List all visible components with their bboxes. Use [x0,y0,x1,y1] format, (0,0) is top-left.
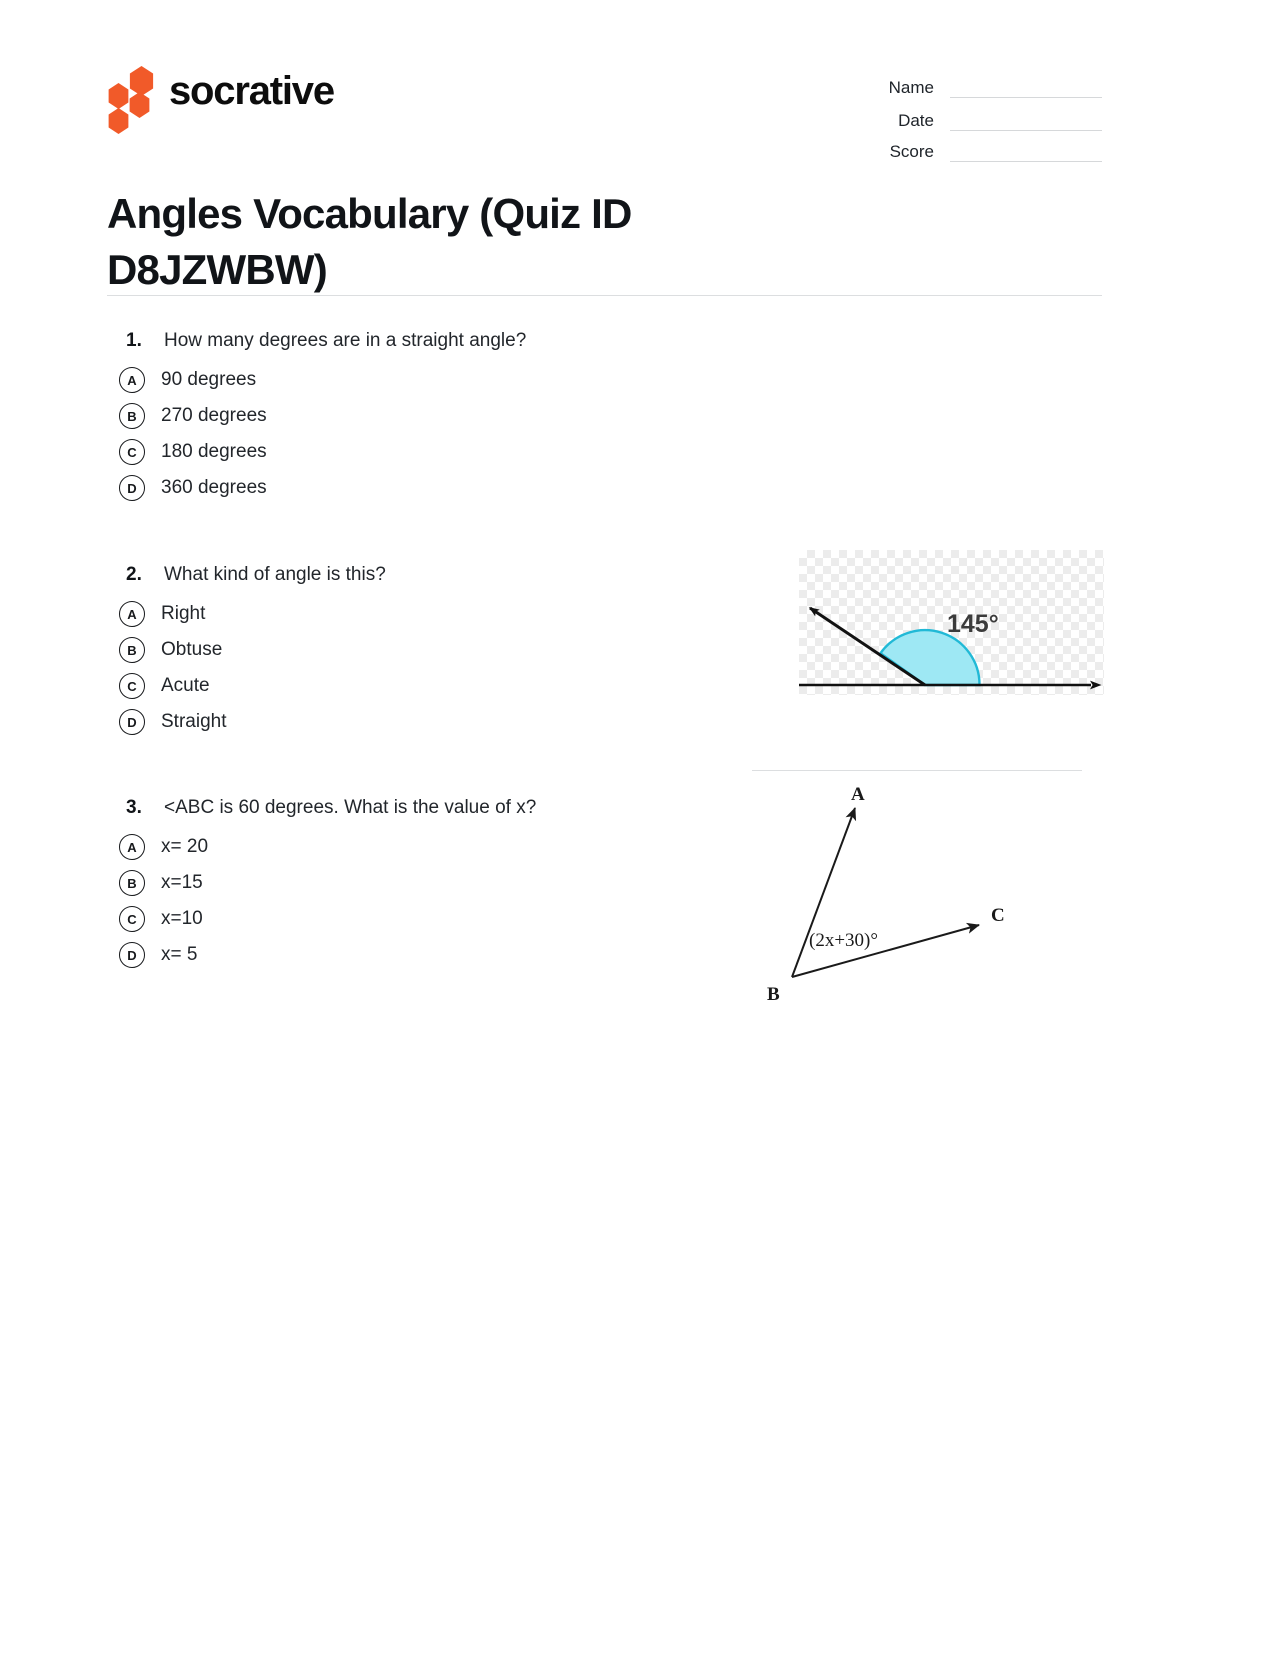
question-3-prompt-row [126,795,667,821]
question-2-prompt: What kind of angle is this? [164,564,386,585]
question-3-choice-b[interactable] [119,870,667,896]
choice-label-b: 270 degrees [161,405,267,426]
question-3-choice-c[interactable] [119,906,667,932]
page-header [107,58,1102,138]
choice-bubble-d[interactable]: D [119,942,145,968]
choice-label-b: x=15 [161,872,203,893]
choice-label-d: x= 5 [161,944,198,965]
question-1-body [107,328,667,501]
choice-bubble-c[interactable]: C [119,673,145,699]
question-1-prompt: How many degrees are in a straight angle? [164,330,527,351]
choice-bubble-d[interactable]: D [119,709,145,735]
vertex-label-c: C [991,905,1005,926]
name-input-line[interactable] [950,83,1102,98]
choice-label-b: Obtuse [161,639,223,660]
choice-bubble-b[interactable]: B [119,403,145,429]
choice-bubble-a[interactable]: A [119,834,145,860]
question-3-number: 3. [126,797,142,818]
question-3-choice-d[interactable] [119,942,667,968]
score-input-line[interactable] [950,147,1102,162]
question-2-choice-b[interactable] [119,637,667,663]
question-3 [107,784,1102,1005]
choice-bubble-b[interactable]: B [119,637,145,663]
choice-label-c: 180 degrees [161,441,267,462]
choice-label-c: Acute [161,675,210,696]
name-label: Name [888,78,934,97]
question-2-body [107,562,667,735]
choice-bubble-c[interactable]: C [119,439,145,465]
question-2-choice-d[interactable] [119,709,667,735]
choice-label-a: Right [161,603,206,624]
student-meta-fields [862,76,1102,142]
ray-ba [792,808,855,977]
page-title: Angles Vocabulary (Quiz ID D8JZWBW) [107,190,632,293]
header-divider [107,295,1102,296]
question-2-prompt-row [126,562,667,588]
choice-label-a: 90 degrees [161,369,257,390]
vertex-label-a: A [851,784,865,805]
question-3-body [107,795,667,968]
name-field-row [862,76,1102,98]
date-label: Date [898,111,934,130]
date-field-row [862,109,1102,131]
question-1-choice-b[interactable] [119,403,667,429]
question-3-choice-a[interactable] [119,834,667,860]
question-1-choice-c[interactable] [119,439,667,465]
score-field-row [862,140,1102,162]
vertex-label-b: B [767,984,780,1005]
angle-abc-diagram [747,763,1077,1008]
choice-label-d: 360 degrees [161,477,267,498]
choice-bubble-d[interactable]: D [119,475,145,501]
question-1-number: 1. [126,330,142,351]
score-label: Score [889,142,934,161]
question-2-figure [799,550,1104,695]
choice-bubble-a[interactable]: A [119,367,145,393]
question-3-figure [747,763,1077,1008]
obtuse-angle-diagram [799,550,1104,695]
hexagon-top-right-icon [128,66,155,96]
angle-measure-label: 145° [947,610,999,638]
socrative-logo [107,66,334,118]
choice-bubble-c[interactable]: C [119,906,145,932]
angle-arc-fill [881,630,980,685]
date-input-line[interactable] [950,116,1102,131]
hexagon-bottom-left-icon [107,108,130,134]
brand-wordmark: socrative [169,68,334,113]
choice-bubble-a[interactable]: A [119,601,145,627]
question-3-prompt: <ABC is 60 degrees. What is the value of x? [164,797,537,818]
question-2-choice-c[interactable] [119,673,667,699]
hexagon-middle-left-icon [107,83,130,109]
question-1-choice-a[interactable] [119,367,667,393]
choice-label-d: Straight [161,711,227,732]
question-2 [107,562,1102,735]
choice-label-a: x= 20 [161,836,209,857]
socrative-hexagon-logo-icon [107,66,155,118]
choice-label-c: x=10 [161,908,203,929]
question-1-prompt-row [126,328,667,354]
question-2-choice-a[interactable] [119,601,667,627]
question-1 [107,328,1102,501]
hexagon-middle-right-icon [128,92,151,118]
question-2-number: 2. [126,564,142,585]
choice-bubble-b[interactable]: B [119,870,145,896]
questions-list [107,320,1102,1005]
question-1-choice-d[interactable] [119,475,667,501]
angle-expression-label: (2x+30)° [809,930,878,951]
